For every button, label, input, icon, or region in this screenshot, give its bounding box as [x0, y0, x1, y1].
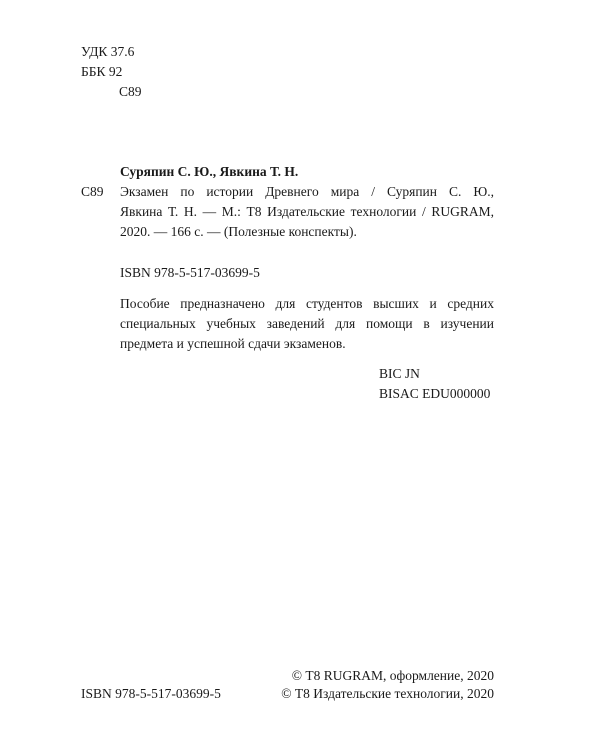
bisac-code: BISAC EDU000000	[379, 386, 491, 401]
annotation-line: специальных учебных заведений для помощи в изучении	[120, 316, 494, 331]
author-mark-top: С89	[119, 84, 142, 99]
udk-code: УДК 37.6	[81, 44, 135, 59]
annotation	[120, 294, 494, 354]
annotation-line: предмета и успешной сдачи экзаменов.	[120, 336, 346, 351]
bic-code: BIC JN	[379, 366, 420, 381]
footer-isbn: ISBN 978-5-517-03699-5	[81, 686, 221, 701]
bbk-code: ББК 92	[81, 64, 123, 79]
description-line: Экзамен по истории Древнего мира / Суряпин С. Ю.,	[120, 184, 494, 199]
record-heading: Суряпин С. Ю., Явкина Т. Н.	[120, 164, 299, 179]
annotation-line: Пособие предназначено для студентов высших и средних	[120, 296, 494, 311]
copyright-design: © Т8 RUGRAM, оформление, 2020	[291, 668, 494, 683]
record-isbn: ISBN 978-5-517-03699-5	[120, 265, 260, 280]
copyright-publisher: © Т8 Издательские технологии, 2020	[281, 686, 494, 701]
author-mark-left: С89	[81, 184, 104, 199]
record-description	[120, 182, 494, 242]
description-line: Явкина Т. Н. — М.: Т8 Издательские технологии / RUGRAM,	[120, 204, 494, 219]
description-line: 2020. — 166 с. — (Полезные конспекты).	[120, 224, 357, 239]
